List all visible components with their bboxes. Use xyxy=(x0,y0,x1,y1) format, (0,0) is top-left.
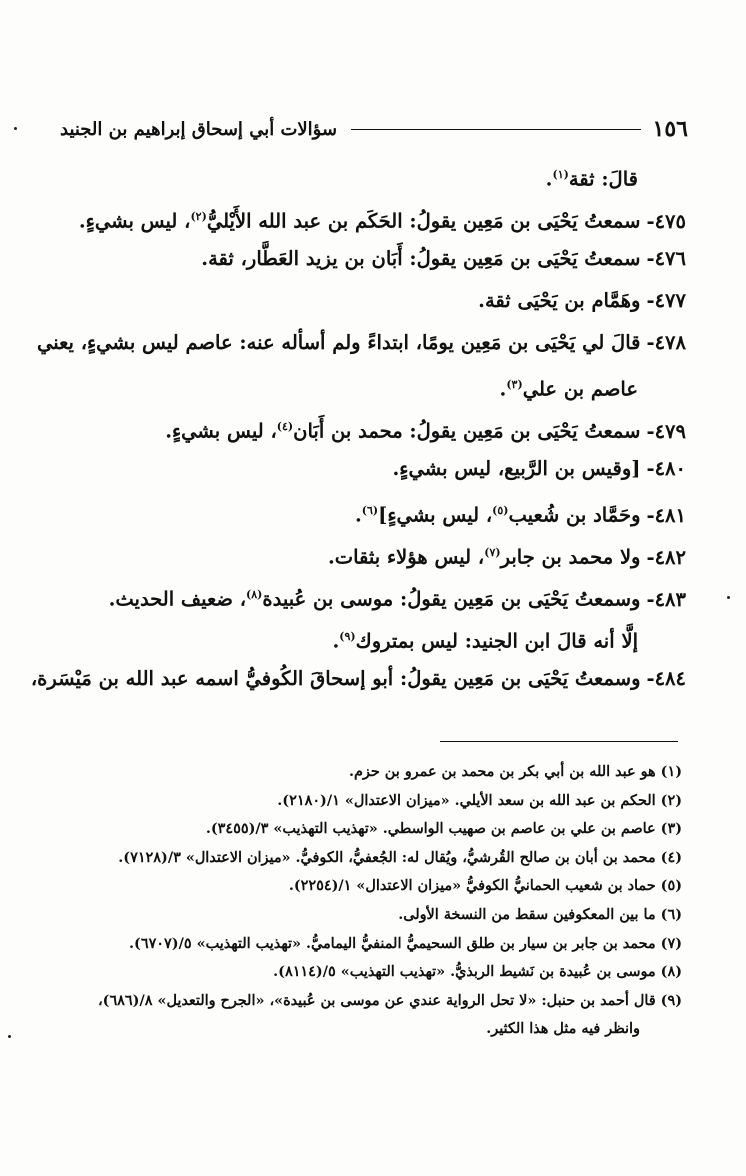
scan-speck xyxy=(727,596,730,599)
entry-476: ٤٧٦-سمعتُ يَحْيَى بن مَعِين يقولُ: أَبَان بن يزيد العَطَّار، ثقة. xyxy=(201,247,686,270)
footnote-ref: (١) xyxy=(552,168,569,181)
footnote-ref: (٩) xyxy=(339,630,356,643)
footnote-1: (١) هو عبد الله بن أبي بكر بن محمد بن عمرو بن حزم. xyxy=(349,763,682,780)
running-title: سؤالات أبي إسحاق إبراهيم بن الجنيد xyxy=(60,118,338,140)
text-line: عاصم بن علي$^{(٣)}$. xyxy=(499,377,638,401)
header-rule xyxy=(351,129,640,130)
scan-speck xyxy=(14,127,17,130)
page-header xyxy=(60,112,688,146)
entry-number: ٤٧٥- xyxy=(646,209,686,233)
footnote-ref: (٤) xyxy=(276,420,294,433)
entry-479: ٤٧٩-سمعتُ يَحْيَى بن مَعِين يقولُ: محمد بن أَبَان$^{(٤)}$، ليس بشيءٍ. xyxy=(165,419,686,443)
footnote-7: (٧) محمد بن جابر بن سيار بن طلق السحيميُّ المنفيُّ اليماميُّ. «تهذيب التهذيب» ٥/(٦٧٠٧). xyxy=(129,934,682,952)
footnote-6: (٦) ما بين المعكوفين سقط من النسخة الأولى. xyxy=(398,905,682,923)
footnote-4: (٤) محمد بن أبان بن صالح القُرشيُّ، ويُقال له: الجُعفيُّ، الكوفيُّ. «ميزان الاعتدال» ٣/(٧١٢٨). xyxy=(118,848,682,866)
footnote-ref: (٦) xyxy=(361,504,379,517)
footnote-separator xyxy=(440,741,678,742)
entry-477: ٤٧٧-وهَمَّام بن يَحْيَى ثقة. xyxy=(478,289,686,312)
entry-number: ٤٨١- xyxy=(646,503,686,527)
text-line: إلَّا أنه قالَ ابن الجنيد: ليس بمتروك$^{(٩)}$. xyxy=(332,629,638,653)
entry-484: ٤٨٤-وسمعتُ يَحْيَى بن مَعِين يقولُ: أبو إسحاقَ الكُوفيُّ اسمه عبد الله بن مَيْسَرة، xyxy=(30,667,686,690)
footnote-5: (٥) حماد بن شعيب الحمانيُّ الكوفيُّ «ميزان الاعتدال» ١/(٢٢٥٤). xyxy=(288,877,682,895)
entry-480: ٤٨٠-[وقيس بن الرَّبيع، ليس بشيءٍ. xyxy=(392,457,686,480)
footnote-ref: (٥) xyxy=(492,504,509,517)
entry-483: ٤٨٣-وسمعتُ يَحْيَى بن مَعِين يقولُ: موسى بن عُبيدة$^{(٨)}$، ضعيف الحديث. xyxy=(108,587,686,611)
footnote-8: (٨) موسى بن عُبيدة بن نَشيط الربذيُّ. «تهذيب التهذيب» ٥/(٨١١٤). xyxy=(273,963,682,981)
footnote-ref: (٧) xyxy=(484,546,501,559)
scan-speck xyxy=(8,1035,11,1038)
entry-482: ٤٨٢-ولا محمد بن جابر$^{(٧)}$، ليس هؤلاء بثقات. xyxy=(327,545,686,569)
footnote-3: (٣) عاصم بن علي بن عاصم بن صهيب الواسطي. «تهذيب التهذيب» ٣/(٣٤٥٥). xyxy=(205,820,682,838)
entry-number: ٤٧٧- xyxy=(646,289,686,312)
entry-number: ٤٨٤- xyxy=(646,667,686,690)
entry-number: ٤٧٨- xyxy=(646,331,686,354)
entry-481: ٤٨١-وحَمَّاد بن شُعيب$^{(٥)}$، ليس بشيءٍ]$^{(٦)}$. xyxy=(354,503,686,527)
footnote-ref: (٨) xyxy=(246,588,263,601)
footnote-ref: (٢) xyxy=(190,210,207,223)
main-text xyxy=(30,154,686,700)
entry-478: ٤٧٨-قالَ لي يَحْيَى بن مَعِين يومًا، ابتداءً ولم أسأله عنه: عاصم ليس بشيءٍ، يعني xyxy=(36,331,686,354)
entry-number: ٤٨٣- xyxy=(646,587,686,611)
entry-475: ٤٧٥-سمعتُ يَحْيَى بن مَعِين يقولُ: الحَكَم بن عبد الله الأَيْليُّ$^{(٢)}$، ليس بشيءٍ. xyxy=(78,209,686,233)
entry-number: ٤٧٦- xyxy=(646,247,686,270)
footnote-9-continued: وانظر فيه مثل هذا الكثير. xyxy=(486,1020,640,1038)
footnote-2: (٢) الحكم بن عبد الله بن سعد الأيلي. «ميزان الاعتدال» ١/(٢١٨٠). xyxy=(277,791,682,809)
entry-number: ٤٨٢- xyxy=(646,545,686,569)
footnote-ref: (٣) xyxy=(506,378,523,391)
entry-number: ٤٧٩- xyxy=(646,419,686,443)
page-number: ١٥٦ xyxy=(652,116,688,142)
text-line: قالَ: ثقة$^{(١)}$. xyxy=(545,167,638,191)
footnote-9: (٩) قال أحمد بن حنبل: «لا تحل الرواية عندي عن موسى بن عُبيدة»، «الجرح والتعديل» ٨/(٦٨٦)، xyxy=(97,991,682,1009)
footnotes xyxy=(58,758,682,1044)
entry-number: ٤٨٠- xyxy=(646,457,686,480)
